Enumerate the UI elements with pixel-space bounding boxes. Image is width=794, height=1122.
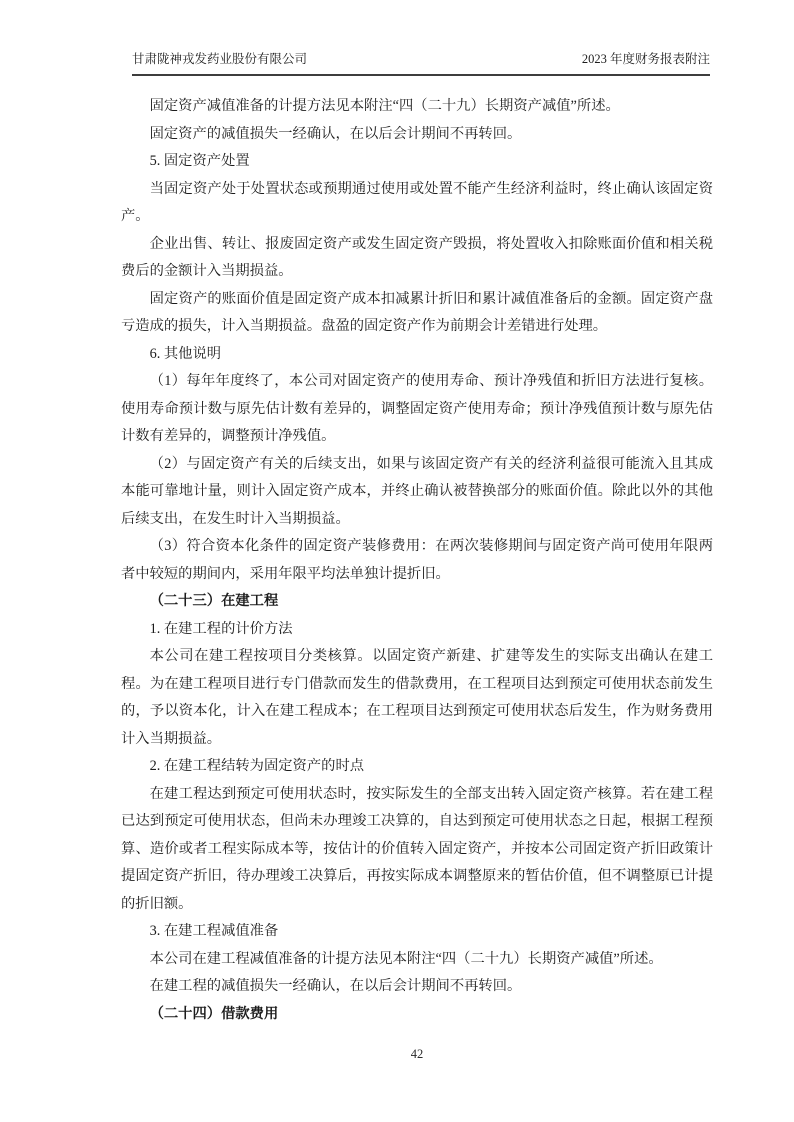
numbered-item: 3. 在建工程减值准备	[149, 923, 279, 939]
numbered-item: 1. 在建工程的计价方法	[149, 620, 293, 637]
numbered-item: 5. 固定资产处置	[149, 153, 250, 169]
page-footer	[121, 1047, 713, 1062]
paragraph: 企业出售、转让、报废固定资产或发生固定资产毁损，将处置收入扣除账面价值和相关税费后的金额计入当期损益。	[121, 235, 713, 279]
header-doc-title: 2023 年度财务报表附注	[581, 52, 710, 66]
section-heading: （二十四）借款费用	[149, 1005, 279, 1022]
paragraph: 本公司在建工程减值准备的计提方法见本附注“四（二十九）长期资产减值”所述。	[149, 950, 663, 967]
paragraph: 在建工程的减值损失一经确认，在以后会计期间不再转回。	[149, 978, 522, 994]
paragraph: （2）与固定资产有关的后续支出，如果与该固定资产有关的经济利益很可能流入且其成本能可靠地计量，则计入固定资产成本，并终止确认被替换部分的账面价值。除此以外的其他后续支出，在发生时计入当期损益。	[121, 455, 713, 527]
header-company-name: 甘肃陇神戎发药业股份有限公司	[132, 52, 308, 66]
numbered-item: 6. 其他说明	[149, 345, 222, 362]
paragraph: 固定资产减值准备的计提方法见本附注“四（二十九）长期资产减值”所述。	[149, 98, 620, 114]
paragraph: （3）符合资本化条件的固定资产装修费用：在两次装修期间与固定资产尚可使用年限两者中较短的期间内，采用年限平均法单独计提折旧。	[121, 538, 713, 582]
paragraph: （1）每年年度终了，本公司对固定资产的使用寿命、预计净残值和折旧方法进行复核。使用寿命预计数与原先估计数有差异的，调整固定资产使用寿命；预计净残值预计数与原先估计数有差异的，调整预计净残值。	[121, 373, 713, 444]
paragraph: 在建工程达到预定可使用状态时，按实际发生的全部支出转入固定资产核算。若在建工程已达到预定可使用状态，但尚未办理竣工决算的，自达到预定可使用状态之日起，根据工程预算、造价或者工程实际成本等，按估计的价值转入固定资产，并按本公司固定资产折旧政策计提固定资产折旧，待办理竣工决算后，再按实际成本调整原来的暂估价值，但不调整原已计提的折旧额。	[121, 785, 713, 912]
page-header	[132, 52, 710, 76]
paragraph: 固定资产的账面价值是固定资产成本扣减累计折旧和累计减值准备后的金额。固定资产盘亏造成的损失，计入当期损益。盘盈的固定资产作为前期会计差错进行处理。	[121, 290, 713, 334]
page-number: 42	[410, 1047, 424, 1061]
paragraph: 当固定资产处于处置状态或预期通过使用或处置不能产生经济利益时，终止确认该固定资产。	[121, 180, 713, 224]
document-body	[121, 93, 713, 1028]
numbered-item: 2. 在建工程结转为固定资产的时点	[149, 758, 365, 774]
paragraph: 本公司在建工程按项目分类核算。以固定资产新建、扩建等发生的实际支出确认在建工程。为在建工程项目进行专门借款而发生的借款费用，在工程项目达到预定可使用状态前发生的，予以资本化，计入在建工程成本；在工程项目达到预定可使用状态后发生，作为财务费用计入当期损益。	[121, 648, 713, 747]
section-heading: （二十三）在建工程	[149, 593, 279, 609]
paragraph: 固定资产的减值损失一经确认，在以后会计期间不再转回。	[149, 125, 522, 142]
